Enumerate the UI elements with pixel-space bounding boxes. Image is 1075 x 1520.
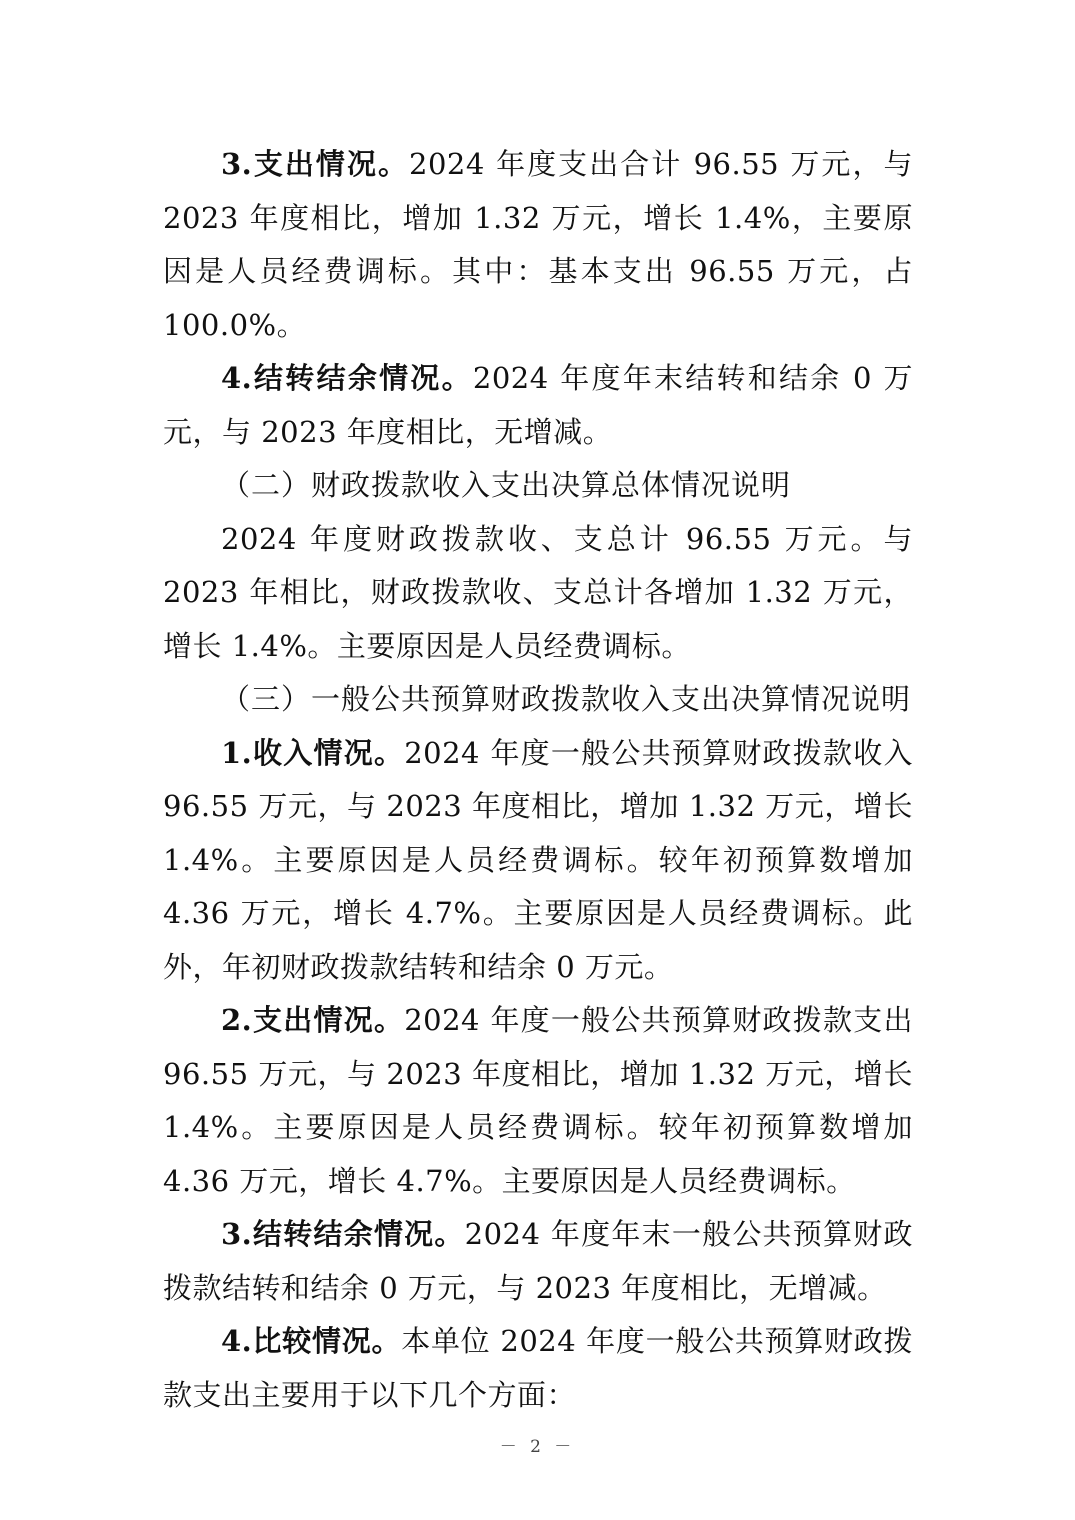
comparison-text: 本单位 2024 年度一般公共预算财政拨款支出主要用于以下几个方面： <box>163 1324 913 1412</box>
general-expenditure-text: 2024 年度一般公共预算财政拨款支出 96.55 万元，与 2023 年度相比，增加 1.32 万元，增长 1.4%。主要原因是人员经费调标。较年初预算数增加 4.36 万元，增长 4.7%。主要原因是人员经费调标。 <box>163 1003 913 1198</box>
general-expenditure-paragraph <box>163 994 913 1208</box>
comparison-lead: 4.比较情况。 <box>221 1324 402 1358</box>
general-income-paragraph <box>163 727 913 995</box>
general-carryover-text: 2024 年度年末一般公共预算财政拨款结转和结余 0 万元，与 2023 年度相比，无增减。 <box>163 1217 913 1305</box>
page-number: － 2 － <box>499 1437 576 1457</box>
expenditure-paragraph <box>163 138 913 352</box>
carryover-text: 2024 年度年末结转和结余 0 万元，与 2023 年度相比，无增减。 <box>163 361 913 449</box>
general-carryover-paragraph <box>163 1208 913 1315</box>
general-expenditure-lead: 2.支出情况。 <box>221 1003 405 1037</box>
expenditure-lead: 3.支出情况。 <box>221 147 410 181</box>
carryover-lead: 4.结转结余情况。 <box>221 361 473 395</box>
general-income-lead: 1.收入情况。 <box>221 735 405 770</box>
section-heading-fiscal-overall: （二）财政拨款收入支出决算总体情况说明 <box>221 468 792 502</box>
carryover-paragraph <box>163 352 913 459</box>
general-carryover-lead: 3.结转结余情况。 <box>221 1217 465 1251</box>
fiscal-overall-paragraph: 2024 年度财政拨款收、支总计 96.55 万元。与 2023 年相比，财政拨款收、支总计各增加 1.32 万元，增长 1.4%。主要原因是人员经费调标。 <box>163 521 913 663</box>
section-heading-general-budget: （三）一般公共预算财政拨款收入支出决算情况说明 <box>221 682 912 716</box>
comparison-paragraph <box>163 1315 913 1422</box>
expenditure-text: 2024 年度支出合计 96.55 万元，与 2023 年度相比，增加 1.32 万元，增长 1.4%，主要原因是人员经费调标。其中：基本支出 96.55 万元，占 100.0%。 <box>163 147 913 342</box>
document-body <box>163 138 913 1422</box>
general-income-text: 2024 年度一般公共预算财政拨款收入 96.55 万元，与 2023 年度相比，增加 1.32 万元，增长 1.4%。主要原因是人员经费调标。较年初预算数增加 4.36 万元，增长 4.7%。主要原因是人员经费调标。此外，年初财政拨款结转和结余 0 万元。 <box>163 735 913 984</box>
